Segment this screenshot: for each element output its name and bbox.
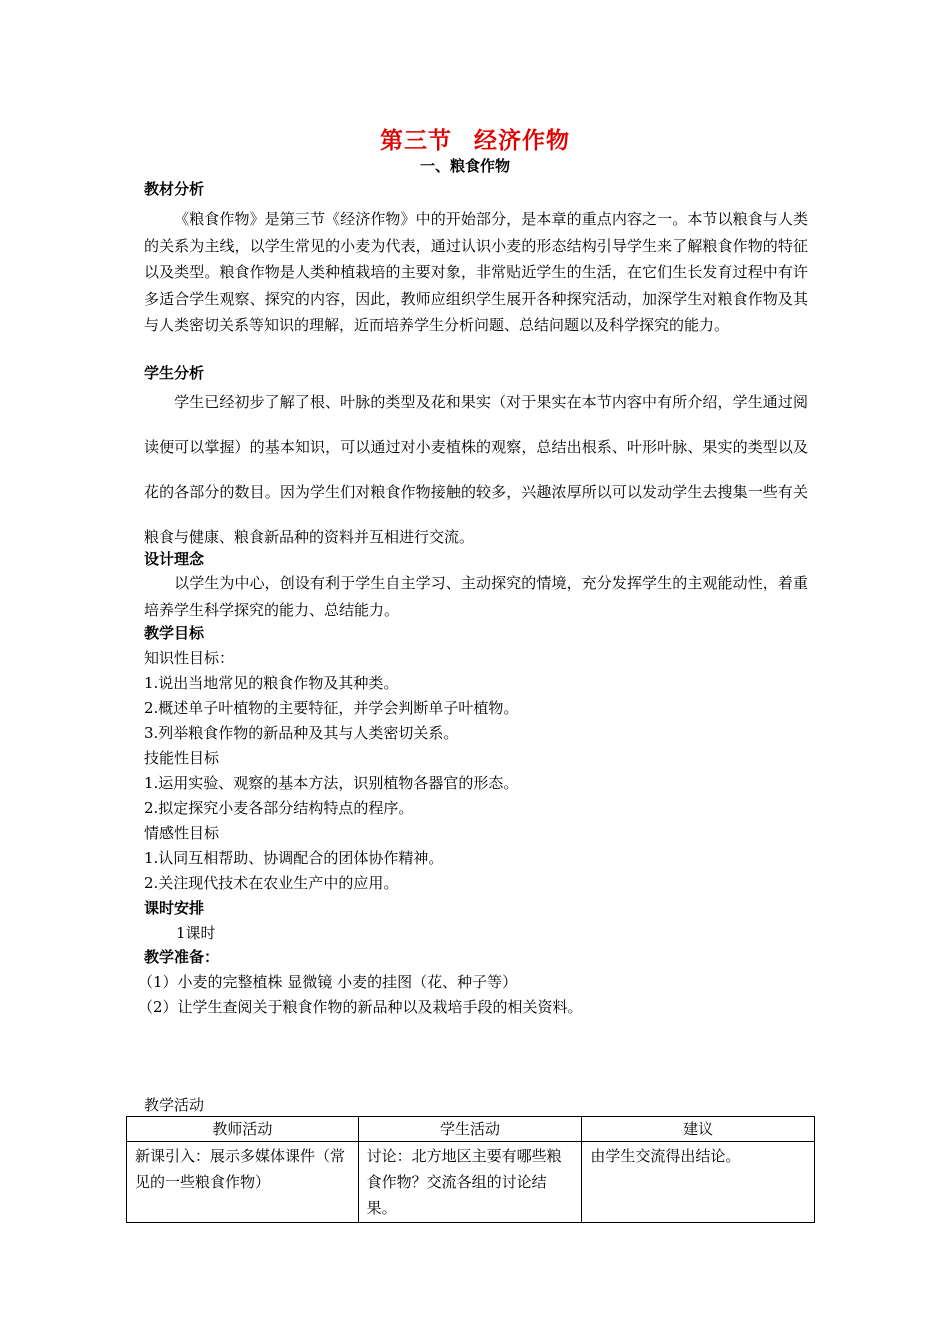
paragraph-student-text: 学生已经初步了解了根、叶脉的类型及花和果实（对于果实在本节内容中有所介绍，学生通过阅读便可以掌握）的基本知识，可以通过对小麦植株的观察，总结出根系、叶形叶脉、果实的类型以及花的各部分的数目。因为学生们对粮食作物接触的较多，兴趣浓厚所以可以发动学生去搜集一些有关粮食与健康、粮食新品种的资料并互相进行交流。 — [144, 393, 808, 546]
title-part-2: 经济作物 — [474, 127, 570, 154]
header-teacher-activity: 教师活动 — [127, 1117, 359, 1142]
paragraph-material-text: 《粮食作物》是第三节《经济作物》中的开始部分，是本章的重点内容之一。本节以粮食与人类的关系为主线，以学生常见的小麦为代表，通过认识小麦的形态结构引导学生来了解粮食作物的特征以及类型。粮食作物是人类种植栽培的主要对象，非常贴近学生的生活，在它们生长发育过程中有许多适合学生观察、探究的内容，因此，教师应组织学生展开各种探究活动，加深学生对粮食作物及其与人类密切关系等知识的理解，近而培养学生分析问题、总结问题以及科学探究的能力。 — [144, 210, 808, 334]
table-header-row — [127, 1117, 815, 1142]
knowledge-goal-item: 1.说出当地常见的粮食作物及其种类。 — [144, 674, 399, 692]
heading-teaching-goals: 教学目标 — [144, 624, 205, 642]
class-hours: 1课时 — [176, 924, 216, 942]
skill-goals-label: 技能性目标 — [144, 749, 220, 767]
knowledge-goal-item: 3.列举粮食作物的新品种及其与人类密切关系。 — [144, 724, 459, 742]
page-title — [0, 122, 950, 155]
skill-goal-item: 1.运用实验、观察的基本方法，识别植物各器官的形态。 — [144, 774, 519, 792]
cell-suggestion: 由学生交流得出结论。 — [582, 1142, 815, 1223]
skill-goal-item: 2.拟定探究小麦各部分结构特点的程序。 — [144, 799, 414, 817]
paragraph-student-analysis — [144, 380, 808, 560]
table-row — [127, 1142, 815, 1223]
title-part-1: 第三节 — [380, 127, 452, 154]
heading-class-schedule: 课时安排 — [144, 899, 205, 917]
knowledge-goal-item: 2.概述单子叶植物的主要特征，并学会判断单子叶植物。 — [144, 699, 519, 717]
heading-material-analysis: 教材分析 — [144, 180, 205, 198]
emotion-goals-label: 情感性目标 — [144, 824, 220, 842]
emotion-goal-item: 2.关注现代技术在农业生产中的应用。 — [144, 874, 399, 892]
page-subtitle: 一、粮食作物 — [419, 157, 510, 175]
cell-teacher-activity: 新课引入：展示多媒体课件（常见的一些粮食作物） — [127, 1142, 359, 1223]
activity-table — [126, 1116, 815, 1223]
paragraph-design-text: 以学生为中心，创设有利于学生自主学习、主动探究的情境，充分发挥学生的主观能动性，着重培养学生科学探究的能力、总结能力。 — [144, 574, 808, 619]
emotion-goal-item: 1.认同互相帮助、协调配合的团体协作精神。 — [144, 849, 444, 867]
activity-table-caption: 教学活动 — [144, 1096, 205, 1114]
heading-teaching-prep: 教学准备： — [144, 948, 220, 966]
header-suggestion: 建议 — [582, 1117, 815, 1142]
prep-item: （2）让学生查阅关于粮食作物的新品种以及栽培手段的相关资料。 — [138, 998, 583, 1016]
paragraph-material-analysis — [144, 206, 808, 339]
heading-design-concept: 设计理念 — [144, 550, 205, 568]
paragraph-design-concept — [144, 570, 808, 623]
header-student-activity: 学生活动 — [358, 1117, 582, 1142]
cell-student-activity: 讨论：北方地区主要有哪些粮食作物？交流各组的讨论结果。 — [358, 1142, 582, 1223]
prep-item: （1）小麦的完整植株 显微镜 小麦的挂图（花、种子等） — [138, 973, 518, 991]
heading-student-analysis: 学生分析 — [144, 364, 205, 382]
knowledge-goals-label: 知识性目标： — [144, 649, 235, 667]
